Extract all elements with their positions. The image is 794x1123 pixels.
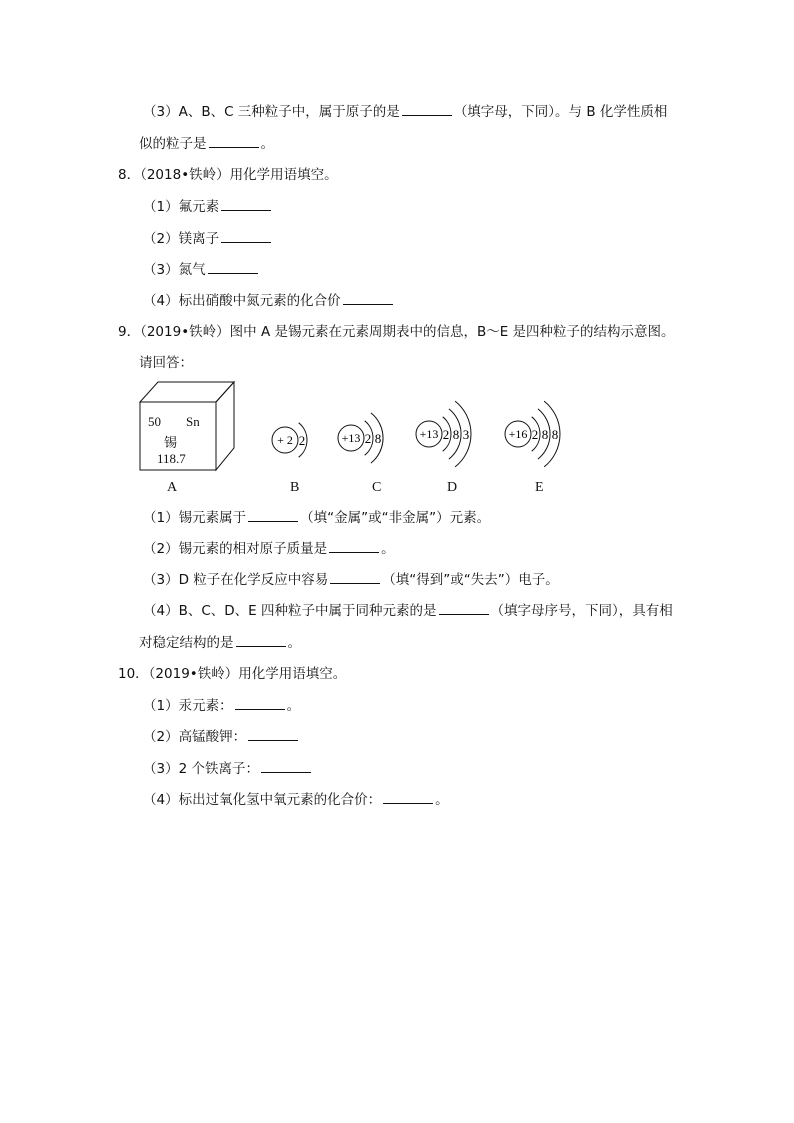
shell-electron-count: 2: [364, 431, 372, 446]
answer-blank[interactable]: [330, 571, 380, 584]
shell-electron-count: 8: [374, 431, 382, 446]
answer-blank[interactable]: [248, 509, 298, 522]
atom-diagram-b: [272, 423, 307, 457]
q8-item-4: [143, 292, 395, 310]
q9-part1-tail: （填“金属”或“非金属”）元素。: [300, 510, 491, 526]
q9-stem-2: 请回答：: [139, 355, 193, 371]
atomic-number: 50: [148, 414, 161, 429]
q7-part3-text: （3）A、B、C 三种粒子中，属于原子的是: [143, 104, 400, 120]
q7-part3-tail: （填字母，下同）。与 B 化学性质相: [453, 104, 668, 120]
shell-electron-count: 8: [541, 427, 549, 442]
q9-part2-text: （2）锡元素的相对原子质量是: [143, 541, 328, 557]
q10-part2: [143, 728, 300, 746]
q10-part1: [143, 697, 300, 715]
q9-part3-text: （3）D 粒子在化学反应中容易: [143, 572, 329, 588]
q8-item-1-text: （1）氟元素: [143, 199, 220, 215]
q7-part3-line2-text: 似的粒子是: [139, 136, 207, 152]
figure-label-e: E: [535, 480, 544, 495]
q10-part1-tail: 。: [286, 698, 301, 714]
q10-part2-text: （2）高锰酸钾：: [143, 729, 247, 745]
q10-part4-text: （4）标出过氧化氢中氧元素的化合价：: [143, 792, 382, 808]
answer-blank[interactable]: [343, 292, 393, 305]
q9-part4-line2: [139, 634, 301, 652]
nucleus-charge: + 2: [277, 433, 293, 447]
q9-part2: [143, 540, 395, 558]
shell-electron-count: 2: [298, 433, 306, 448]
q10-stem: 10．（2019•铁岭）用化学用语填空。: [118, 666, 347, 682]
answer-blank[interactable]: [209, 135, 259, 148]
answer-blank[interactable]: [236, 634, 286, 647]
shell-electron-count: 2: [531, 427, 539, 442]
atom-structure-diagrams: [255, 380, 595, 475]
q9-part1: [143, 509, 490, 527]
answer-blank[interactable]: [248, 728, 298, 741]
q8-item-3: [143, 261, 260, 279]
q8-item-4-text: （4）标出硝酸中氮元素的化合价: [143, 293, 341, 309]
answer-blank[interactable]: [208, 261, 258, 274]
q8-item-2: [143, 230, 273, 248]
q10-part3-text: （3）2 个铁离子：: [143, 761, 259, 777]
answer-blank[interactable]: [221, 230, 271, 243]
answer-blank[interactable]: [261, 760, 311, 773]
q9-part2-tail: 。: [381, 541, 395, 557]
shell-electron-count: 3: [462, 427, 470, 442]
nucleus-charge: +13: [341, 431, 361, 445]
figure-label-d: D: [447, 480, 458, 495]
cube-side: [216, 382, 234, 470]
atomic-mass: 118.7: [157, 451, 186, 466]
q10-part3: [143, 760, 313, 778]
element-name: 锡: [164, 435, 178, 450]
shell-electron-count: 8: [452, 427, 460, 442]
q9-part4: [143, 602, 673, 620]
q10-part4: [143, 791, 449, 809]
q9-part4-line2-tail: 。: [287, 635, 301, 651]
answer-blank[interactable]: [221, 198, 271, 211]
q8-item-3-text: （3）氮气: [143, 262, 206, 278]
element-symbol: Sn: [186, 414, 200, 429]
q7-part3-line1: [143, 103, 667, 121]
atom-diagram-d: [416, 401, 471, 467]
q7-part3-line2: [139, 135, 274, 153]
answer-blank[interactable]: [402, 103, 452, 116]
q9-part3-tail: （填“得到”或“失去”）电子。: [382, 572, 559, 588]
shell-electron-count: 2: [442, 427, 450, 442]
q10-part4-tail: 。: [435, 792, 449, 808]
answer-blank[interactable]: [329, 540, 379, 553]
nucleus-charge: +13: [419, 427, 439, 441]
q10-part1-text: （1）汞元素：: [143, 698, 233, 714]
figure-label-a: A: [167, 480, 178, 495]
cube-top: [140, 382, 234, 402]
q8-stem: 8．（2018•铁岭）用化学用语填空。: [118, 167, 338, 183]
shell-electron-count: 8: [551, 427, 559, 442]
q9-part4-line2-text: 对稳定结构的是: [139, 635, 234, 651]
q9-part3: [143, 571, 559, 589]
atom-diagram-e: [505, 401, 560, 467]
nucleus-charge: +16: [508, 427, 528, 441]
q7-part3-line2-tail: 。: [260, 136, 274, 152]
q9-stem: 9．（2019•铁岭）图中 A 是锡元素在元素周期表中的信息，B～E 是四种粒子的结构示意图。: [118, 324, 675, 340]
q9-part1-text: （1）锡元素属于: [143, 510, 247, 526]
q8-item-1: [143, 198, 273, 216]
q9-part4-tail: （填字母序号，下同），具有相: [490, 603, 673, 619]
figure-label-c: C: [372, 480, 382, 495]
atom-diagram-c: [338, 413, 383, 463]
answer-blank[interactable]: [383, 791, 433, 804]
answer-blank[interactable]: [439, 602, 489, 615]
figure-label-b: B: [290, 480, 300, 495]
q9-part4-text: （4）B、C、D、E 四种粒子中属于同种元素的是: [143, 603, 437, 619]
answer-blank[interactable]: [235, 697, 285, 710]
q8-item-2-text: （2）镁离子: [143, 231, 220, 247]
